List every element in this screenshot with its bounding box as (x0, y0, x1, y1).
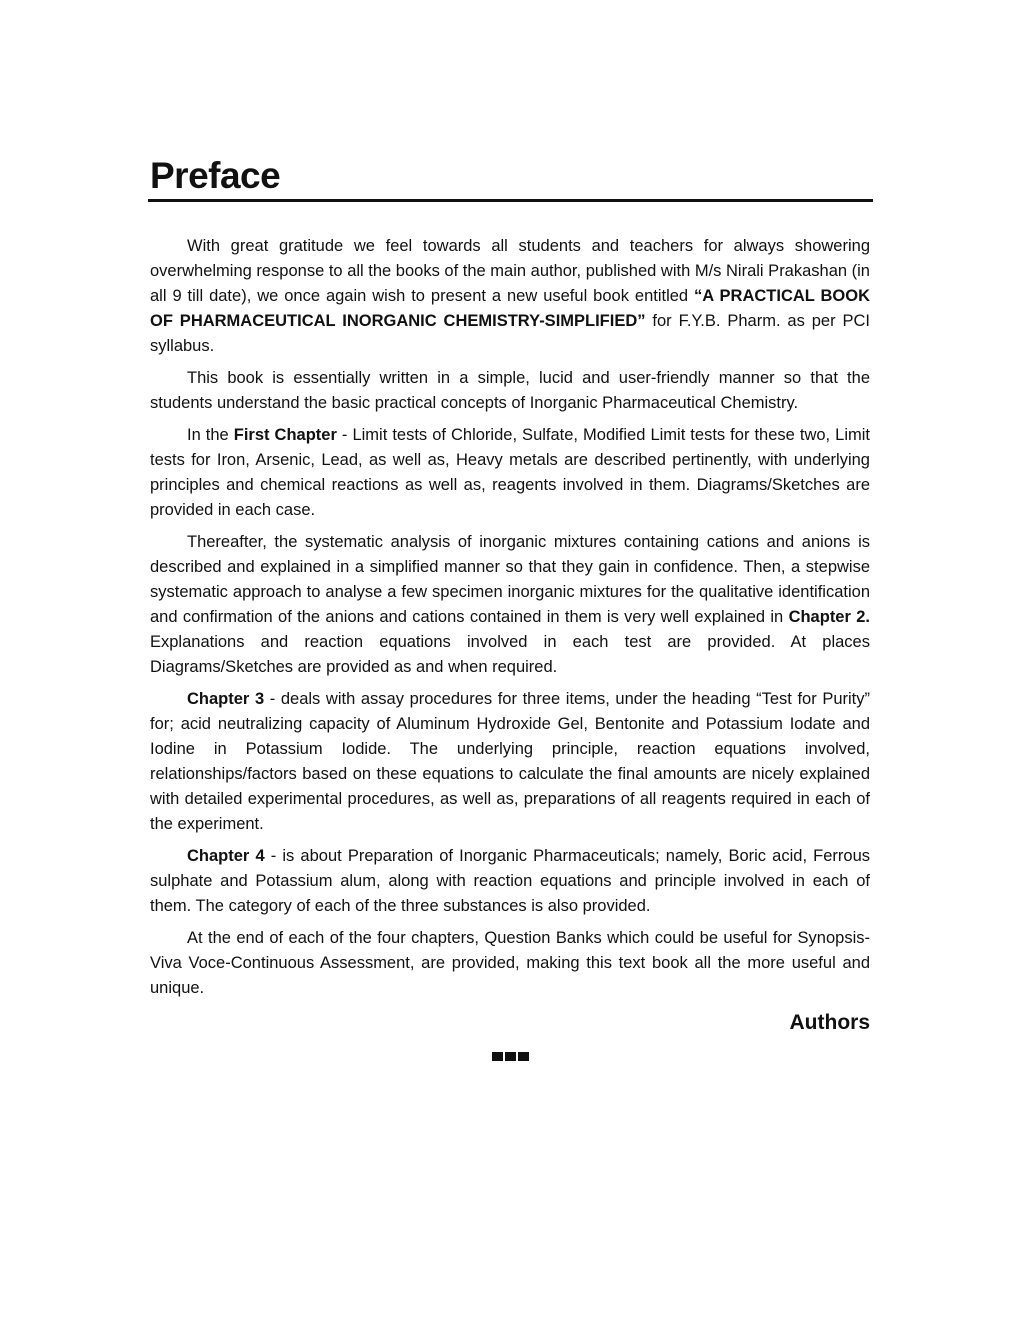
text-run: - is about Preparation of Inorganic Pharmaceuticals; namely, Boric acid, Ferrous sulphate and Potassium alum, along with reaction equations and principle involved in each of them. The category of each of the three substances is also provided. (150, 847, 870, 915)
bold-text-run: Chapter 3 (187, 690, 265, 708)
bold-text-run: Chapter 2. (788, 608, 870, 626)
authors-signature: Authors (789, 1011, 870, 1034)
paragraph (150, 423, 870, 523)
end-mark-square (518, 1052, 529, 1061)
paragraph (150, 234, 870, 359)
text-run: This book is essentially written in a simple, lucid and user-friendly manner so that the students understand the basic practical concepts of Inorganic Pharmaceutical Chemistry. (150, 369, 870, 412)
paragraph (150, 366, 870, 416)
paragraph (150, 687, 870, 837)
text-run: At the end of each of the four chapters, Question Banks which could be useful for Synopsis-Viva Voce-Continuous Assessment, are provided, making this text book all the more useful and unique. (150, 929, 870, 997)
end-of-section-mark (150, 1052, 870, 1061)
text-run: - deals with assay procedures for three items, under the heading “Test for Purity” for; acid neutralizing capacity of Aluminum Hydroxide Gel, Bentonite and Potassium Iodate and Iodine in Potassium Iodide. The underlying principle, reaction equations involved, relationships/factors based on these equations to calculate the final amounts are nicely explained with detailed experimental procedures, as well as, preparations of all reagents required in each of the experiment. (150, 690, 871, 833)
text-run: - Limit tests of Chloride, Sulfate, Modified Limit tests for these two, Limit tests for Iron, Arsenic, Lead, as well as, Heavy metals are described pertinently, with underlying principles and chemical reactions as well as, reagents involved in them. Diagrams/Sketches are provided in each case. (150, 426, 870, 519)
paragraph (150, 844, 870, 919)
text-run: for F.Y.B. Pharm. as per PCI syllabus. (150, 312, 871, 355)
paragraph (150, 926, 870, 1001)
end-mark-square (505, 1052, 516, 1061)
page-title: Preface (150, 155, 281, 196)
text-run: Explanations and reaction equations involved in each test are provided. At places Diagrams/Sketches are provided as and when required. (150, 633, 870, 676)
text-run: With great gratitude we feel towards all students and teachers for always showering overwhelming response to all the books of the main author, published with M/s Nirali Prakashan (in all 9 till date), we once again wish to present a new useful book entitled (150, 237, 870, 305)
title-underline (148, 199, 873, 202)
bold-text-run: First Chapter (233, 426, 337, 444)
text-run: Thereafter, the systematic analysis of inorganic mixtures containing cations and anions is described and explained in a simplified manner so that they gain in confidence. Then, a stepwise systematic approach to analyse a few specimen inorganic mixtures for the qualitative identification and confirmation of the anions and cations contained in them is very well explained in (150, 533, 870, 626)
bold-text-run: Chapter 4 (187, 847, 265, 865)
paragraph (150, 530, 870, 680)
text-run: In the (187, 426, 234, 444)
preface-body (150, 234, 870, 1061)
end-mark-square (492, 1052, 503, 1061)
bold-text-run: “A PRACTICAL BOOK OF PHARMACEUTICAL INORGANIC CHEMISTRY-SIMPLIFIED” (150, 287, 871, 330)
